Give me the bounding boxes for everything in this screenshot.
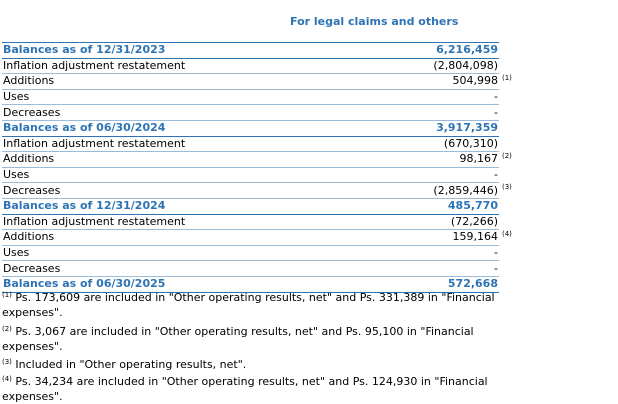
row-value: (2,859,446) — [384, 183, 499, 199]
row-value: (72,266) — [384, 214, 499, 230]
row-label: Inflation adjustment restatement — [2, 136, 384, 152]
row-value: 572,668 — [384, 276, 499, 292]
footnote-1 — [2, 290, 512, 320]
footnote-mark: (1) — [2, 291, 12, 299]
footnote-mark: (4) — [2, 375, 12, 383]
balance-row — [2, 43, 499, 59]
row-label: Decreases — [2, 261, 384, 277]
footnote-4 — [2, 374, 512, 404]
footnote-text: Ps. 3,067 are included in "Other operating results, net" and Ps. 95,100 in "Financial expenses". — [2, 325, 474, 353]
row-value: 159,164 — [384, 230, 499, 246]
table-row — [2, 230, 499, 246]
table-row — [2, 58, 499, 74]
row-label: Additions — [2, 152, 384, 168]
table-row — [2, 214, 499, 230]
row-value: 98,167 — [384, 152, 499, 168]
balance-row — [2, 120, 499, 136]
row-label: Additions — [2, 230, 384, 246]
row-label: Decreases — [2, 183, 384, 199]
table-row — [2, 136, 499, 152]
footnote-3 — [2, 357, 512, 372]
row-label: Additions — [2, 74, 384, 90]
footnote-ref-mark: (2) — [502, 152, 512, 160]
table-row — [2, 89, 499, 105]
balance-row — [2, 198, 499, 214]
table-row — [2, 261, 499, 277]
row-value: - — [384, 89, 499, 105]
table-row — [2, 167, 499, 183]
row-value: 504,998 — [384, 74, 499, 90]
row-value: 485,770 — [384, 198, 499, 214]
row-value: (2,804,098) — [384, 58, 499, 74]
row-value: 6,216,459 — [384, 43, 499, 59]
footnote-ref-mark: (1) — [502, 74, 512, 82]
row-label: Uses — [2, 89, 384, 105]
row-value: (670,310) — [384, 136, 499, 152]
row-label: Decreases — [2, 105, 384, 121]
provisions-table — [2, 42, 499, 293]
row-label: Uses — [2, 167, 384, 183]
footnote-ref-mark: (3) — [502, 183, 512, 191]
footnote-mark: (2) — [2, 325, 12, 333]
table-row — [2, 245, 499, 261]
footnote-mark: (3) — [2, 358, 12, 366]
table-row — [2, 183, 499, 199]
table-row — [2, 105, 499, 121]
row-label: Balances as of 06/30/2025 — [2, 276, 384, 292]
row-label: Uses — [2, 245, 384, 261]
row-label: Balances as of 06/30/2024 — [2, 120, 384, 136]
row-value: - — [384, 261, 499, 277]
footnote-text: Ps. 34,234 are included in "Other operating results, net" and Ps. 124,930 in "Financial expenses". — [2, 375, 488, 403]
footnote-ref-mark: (4) — [502, 230, 512, 238]
table-row — [2, 152, 499, 168]
row-label: Balances as of 12/31/2023 — [2, 43, 384, 59]
footnote-2 — [2, 324, 512, 354]
row-value: - — [384, 167, 499, 183]
row-label: Inflation adjustment restatement — [2, 58, 384, 74]
row-value: 3,917,359 — [384, 120, 499, 136]
column-title: For legal claims and others — [290, 15, 459, 28]
footnote-text: Ps. 173,609 are included in "Other operating results, net" and Ps. 331,389 in "Financial expenses". — [2, 291, 495, 319]
row-label: Inflation adjustment restatement — [2, 214, 384, 230]
row-value: - — [384, 245, 499, 261]
row-label: Balances as of 12/31/2024 — [2, 198, 384, 214]
row-value: - — [384, 105, 499, 121]
footnote-text: Included in "Other operating results, net". — [15, 358, 247, 371]
table-row — [2, 74, 499, 90]
